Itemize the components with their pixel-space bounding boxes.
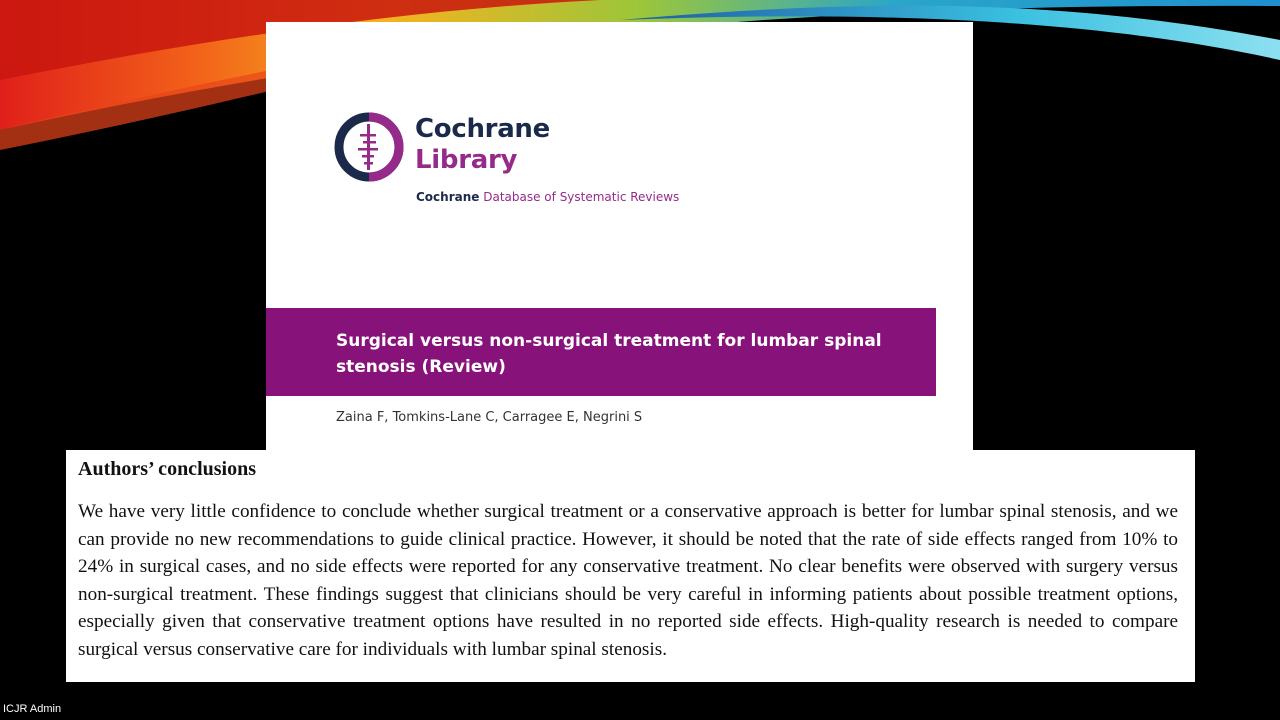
participant-name-label: ICJR Admin bbox=[3, 703, 62, 715]
review-title: Surgical versus non-surgical treatment for lumbar spinal stenosis (Review) bbox=[336, 331, 882, 377]
review-cover-page bbox=[266, 22, 973, 450]
review-title-band bbox=[266, 308, 936, 396]
database-title: Database of Systematic Reviews bbox=[483, 190, 680, 204]
database-name bbox=[416, 190, 679, 204]
conclusions-body: We have very little confidence to conclude whether surgical treatment or a conservative approach is better for lumbar spinal stenosis, and we can provide no new recommendations to guide clinical practice. However, it should be noted that the rate of side effects ranged from 10% to 24% in surgical cases, and no side effects were reported for any conservative treatment. No clear benefits were observed with surgery versus non-surgical treatment. These findings suggest that clinicians should be very careful in informing patients about possible treatment options, especially given that conservative treatment options have resulted in no reported side effects. High-quality research is needed to compare surgical versus conservative care for individuals with lumbar spinal stenosis. bbox=[78, 501, 1178, 660]
database-prefix: Cochrane bbox=[416, 190, 480, 204]
authors-conclusions-panel bbox=[66, 450, 1195, 682]
cochrane-logo-icon bbox=[334, 112, 404, 182]
brand-line-library: Library bbox=[415, 145, 518, 175]
conclusions-heading: Authors’ conclusions bbox=[78, 458, 256, 480]
brand-line-cochrane: Cochrane bbox=[415, 114, 550, 144]
review-authors: Zaina F, Tomkins-Lane C, Carragee E, Negrini S bbox=[336, 410, 643, 425]
cochrane-library-wordmark bbox=[415, 114, 550, 176]
